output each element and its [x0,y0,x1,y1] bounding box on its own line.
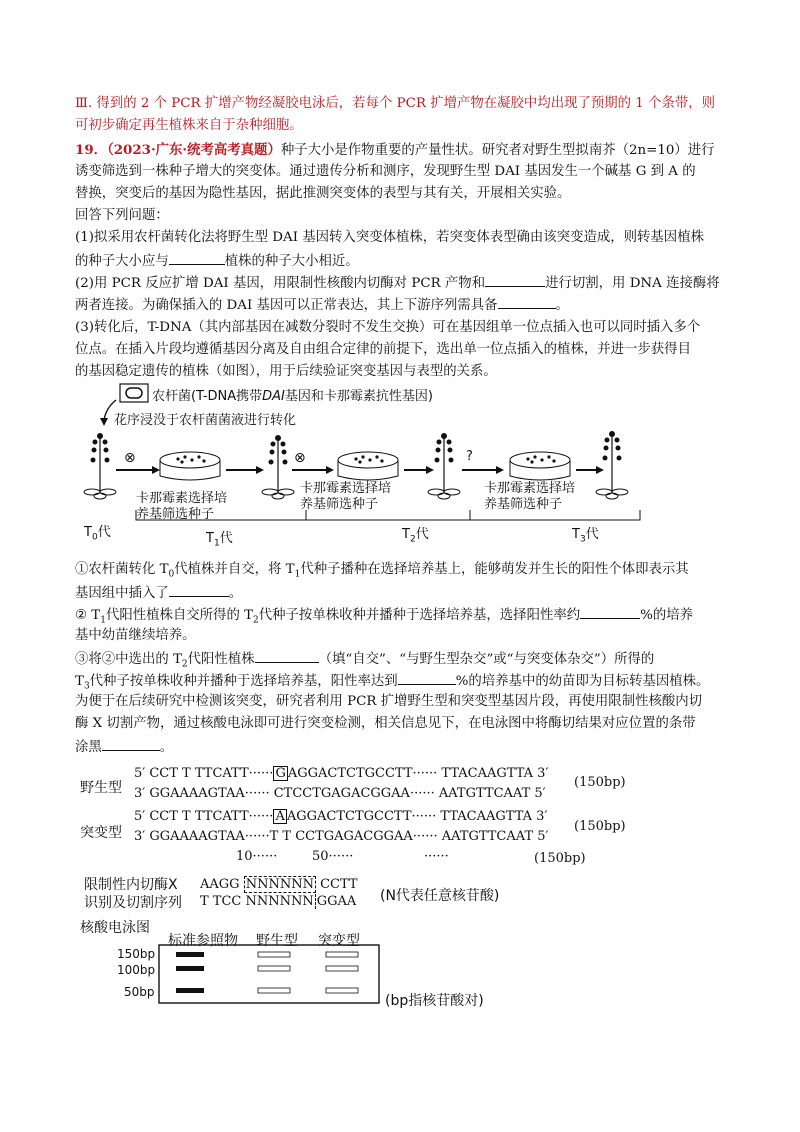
unknown-step-mark: ? [466,449,473,464]
agrobacterium-cell-icon [126,388,142,398]
mutant-bottom-strand: 3′ GGAAAAGTAA······T T CCTGAGACGGAA······ AATGTTCAAT 5′ [134,829,549,844]
answer-blank-7[interactable] [398,670,456,685]
s1-post: 代种子播种在选择培养基上，能够萌发并生长的阳性个体即表示其 [300,562,689,577]
part-1-line-2 [75,250,359,272]
s3-pre: ③将②中选出的 T [75,652,182,667]
site-top-a: AAGG [200,877,240,892]
t0-sub: 0 [91,532,98,543]
s3b-mid: 代种子按单株收种并播种于选择培养基，阳性率达到 [89,674,398,689]
position-dots: ······ [424,849,449,864]
generation-t0-label [84,521,111,543]
gel-electrophoresis-box [158,944,380,1004]
enzyme-label-1: 限制性内切酶X [84,877,178,893]
plant-t1-icon [262,435,294,499]
self-cross-symbol-2: ⊗ [294,450,306,466]
t1-t: T [206,531,214,546]
answer-blank-3[interactable] [498,294,556,309]
mutant-band-150 [326,952,358,957]
s3b-sub: 3 [83,681,90,692]
transformation-diagram [70,380,730,550]
wildtype-band-150 [258,952,290,957]
wild-type-length: (150bp) [574,775,626,790]
sub-3-line-4: 酶 X 切割产物，通过核酸电泳即可进行突变检测，相关信息见下，在电泳图中将酶切结果对应位置的条带 [75,716,696,731]
mt-mutation-site: A [275,809,285,824]
mutant-band-100 [326,966,358,971]
position-50: 50······ [312,849,354,864]
mutant-length: (150bp) [574,819,626,834]
t1-sub: 1 [213,538,220,549]
intro-line-2: 可初步确定再生植株来自于杂种细胞。 [75,118,303,133]
t0-post: 代 [97,525,111,540]
dish-3-label-a: 卡那霉素选择培 [484,481,576,496]
question-19-line-1 [75,140,715,161]
t3-sub: 3 [579,534,586,545]
enzyme-label-2: 识别及切割序列 [84,895,182,911]
generation-t1-label [206,527,233,549]
answer-blank-2[interactable] [485,272,545,287]
part-2b-text-post: 。 [555,298,569,313]
wild-type-label: 野生型 [80,780,122,796]
answer-blank-1[interactable] [169,250,225,265]
generation-t2-label [402,523,429,545]
s2-sub2: 2 [253,615,259,626]
gel-row-150: 150bp [117,947,156,961]
plant-t0-icon [84,433,116,499]
position-10: 10······ [236,849,278,864]
dish-1-label-b: 养基筛选种子 [136,507,215,522]
dish-2-label-a: 卡那霉素选择培 [300,481,392,496]
sub-1-line-1 [75,560,689,585]
part-3-line-2: 位点。在插入片段均遵循基因分离及自由组合定律的前提下，选出单一位点插入的植株，并进一步获得目 [75,342,691,357]
culture-dish-2-icon [338,452,398,480]
wildtype-band-50 [258,988,290,993]
s2-pre: ② T [75,608,101,623]
s3-sub: 2 [181,659,188,670]
gel-col-mutant: 突变型 [318,933,360,949]
t3-t: T [572,527,580,542]
answer-blank-5[interactable] [580,604,640,619]
enzyme-note: (N代表任意核苷酸) [380,888,500,904]
mutant-label: 突变型 [80,825,122,841]
self-cross-symbol-1: ⊗ [124,450,136,466]
mt-top-a: 5′ CCT T TTCATT······ [134,809,274,824]
gel-note: (bp指核苷酸对) [385,993,484,1009]
wt-top-a: 5′ CCT T TTCATT······ [134,766,274,781]
part-2-line-2 [75,294,569,316]
site-bot-n: NNNNNN [245,894,314,909]
part-1-line-1: (1)拟采用农杆菌转化法将野生型 DAI 基因转入突变体植株，若突变体表型确由该突变造成，则转基因植株 [75,230,704,245]
dish-2-label-b: 养基筛选种子 [300,497,379,512]
standard-band-150 [176,952,204,957]
s1b-pre: 基因组中插入了 [75,586,169,601]
standard-band-50 [176,988,204,993]
s3e-post: 。 [159,740,174,755]
part-2-text-pre: (2)用 PCR 反应扩增 DAI 基因，用限制性核酸内切酶对 PCR 产物和 [75,276,486,291]
agrobacterium-box [120,384,148,402]
dish-3-label-b: 养基筛选种子 [484,497,563,512]
gel-title: 核酸电泳图 [80,920,150,936]
part-3-line-3: 的基因稳定遗传的植株（如图），用于后续验证突变基因与表型的关系。 [75,364,497,379]
s1-sub: 0 [168,569,175,580]
question-number: 19． [75,142,108,158]
agrobacterium-legend [152,385,433,404]
mutant-top-strand [134,809,547,824]
part-1-text-pre: 的种子大小应与 [75,254,169,269]
gel-row-100: 100bp [117,963,156,977]
enzyme-site-bottom [200,894,356,909]
enzyme-site-top [200,876,358,893]
s3-post: （填“自交”、“与野生型杂交”或“与突变体杂交”）所得的 [318,652,655,667]
sub-3-line-3: 为便于在后续研究中检测该突变，研究者利用 PCR 扩增野生型和突变型基因片段，再使用限制性核酸内切 [75,694,703,709]
t2-sub: 2 [409,534,416,545]
mutant-band-50 [326,988,358,993]
question-19-line-3: 替换，突变后的基因为隐性基因，据此推测突变体的表型与其有关，开展相关实验。 [75,186,571,201]
t0-t: T [84,525,92,540]
part-2-line-1 [75,272,720,294]
s1-sub2: 1 [294,569,301,580]
intro-line-1: Ⅲ. 得到的 2 个 PCR 扩增产物经凝胶电泳后，若每个 PCR 扩增产物在凝胶中均出现了预期的 1 个条带，则 [75,96,716,111]
s3e-pre: 涂黑 [75,740,102,755]
legend-pre: 农杆菌(T-DNA携带 [152,389,263,404]
plant-t3-icon [596,431,628,499]
site-top-n: NNNNNN [245,877,314,892]
s1-mid: 代植株并自交，将 T [174,562,295,577]
site-bot-a: T TCC [200,894,242,909]
site-top-b: CCTT [320,877,358,892]
wild-type-bottom-strand: 3′ GGAAAAGTAA······ CTCCTGAGACGGAA······ AATGTTCAAT 5′ [134,786,546,801]
site-bot-b: GGAA [316,894,357,909]
standard-band-100 [176,966,204,971]
part-2-text-post: 进行切割，用 DNA 连接酶将 [545,276,720,291]
total-length: (150bp) [534,851,586,866]
s1b-post: 。 [228,586,243,601]
answer-blank-4[interactable] [169,582,229,597]
wt-mutation-site: G [275,766,286,781]
plant-t2-icon [428,433,460,499]
culture-dish-3-icon [510,452,570,480]
legend-gene: DAI [262,389,285,404]
s2-mid2: 代种子按单株收种并播种于选择培养基，选择阳性率约 [258,608,581,623]
s2-sub: 1 [100,615,106,626]
part-1-text-post: 植株的种子大小相近。 [224,254,359,269]
question-text: 种子大小是作物重要的产量性状。研究者对野生型拟南芥（2n=10）进行 [280,143,715,158]
s3b-post: %的培养基中的幼苗即为目标转基因植株。 [455,674,710,689]
gel-row-50: 50bp [124,985,155,999]
answer-blank-8[interactable] [102,736,160,751]
sub-1-line-2 [75,582,242,604]
s1-a: ①农杆菌转化 T [75,562,169,577]
generation-t3-label [572,523,599,545]
gel-col-wildtype: 野生型 [256,933,298,949]
wt-top-b: AGGACTCTGCCTT······ TTACAAGTTA 3′ [287,766,549,781]
mt-top-b: AGGACTCTGCCTT······ TTACAAGTTA 3′ [286,809,548,824]
wild-type-top-strand [134,766,548,781]
dip-step-label: 花序浸没于农杆菌菌液进行转化 [114,413,297,428]
legend-post: 基因和卡那霉素抗性基因) [284,389,433,404]
question-19-line-4: 回答下列问题： [75,208,169,223]
s3-mid: 代阳性植株 [187,652,255,667]
part-3-line-1: (3)转化后，T-DNA（其内部基因在减数分裂时不发生交换）可在基因组单一位点插入也可以同时插入多个 [75,320,701,335]
part-2b-text-pre: 两者连接。为确保插入的 DAI 基因可以正常表达，其上下游序列需具备 [75,298,498,313]
t1-post: 代 [219,531,233,546]
question-19-line-2: 诱变筛选到一株种子增大的突变体。通过遗传分析和测序，发现野生型 DAI 基因发生一个碱基 G 到 A 的 [75,164,696,179]
t3-post: 代 [585,527,599,542]
sub-3-line-5 [75,736,173,758]
dish-1-label-a: 卡那霉素选择培 [136,491,228,506]
culture-dish-1-icon [160,452,220,480]
gel-col-standard: 标准参照物 [168,933,238,949]
s2-mid: 代阳性植株自交所得的 T [105,608,254,623]
s3b-pre: T [75,674,84,689]
s2-post: %的培养 [640,608,694,623]
t2-t: T [402,527,410,542]
wildtype-band-100 [258,966,290,971]
answer-blank-6[interactable] [255,648,319,663]
question-source: （2023·广东·统考高考真题） [107,142,281,158]
t2-post: 代 [415,527,429,542]
sub-2-line-2: 基中幼苗继续培养。 [75,628,196,643]
